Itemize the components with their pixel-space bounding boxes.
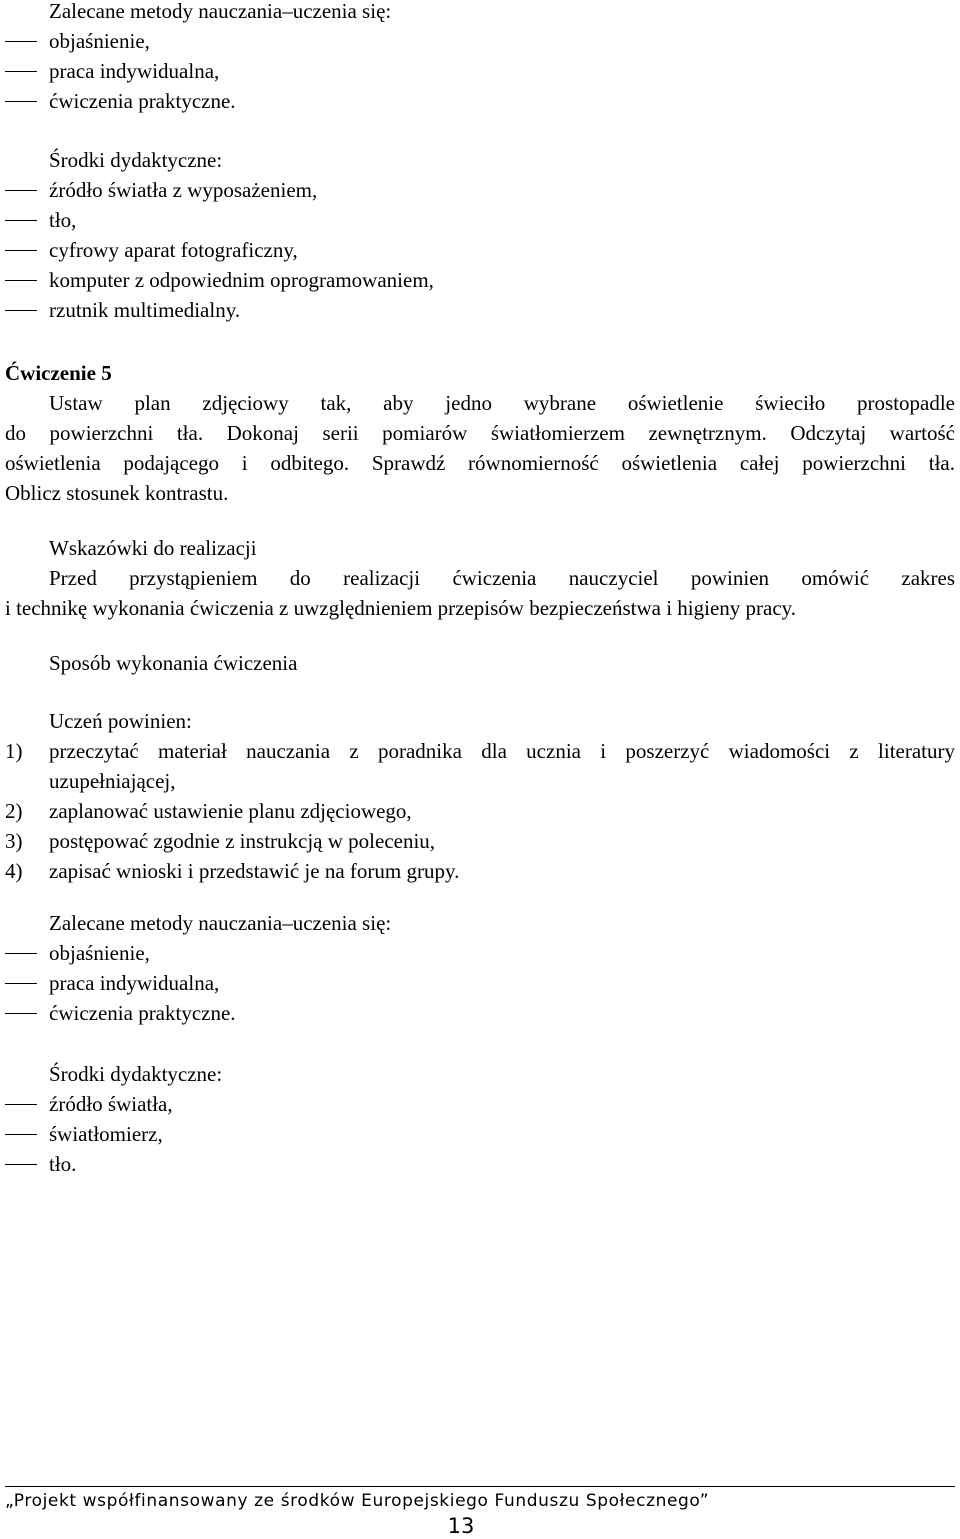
guidance-heading: Wskazówki do realizacji: [49, 536, 257, 560]
dash-bullet: [5, 1164, 37, 1165]
list-item: 4) zapisać wnioski i przedstawić je na forum grupy.: [5, 856, 955, 886]
dash-bullet: [5, 1134, 37, 1135]
guidance-section: [5, 533, 955, 623]
list-item: 2) zaplanować ustawienie planu zdjęciowego,: [5, 796, 955, 826]
dash-bullet: [5, 250, 37, 251]
list-item: komputer z odpowiednim oprogramowaniem,: [5, 265, 955, 295]
procedure-steps: [5, 706, 955, 886]
dash-bullet: [5, 280, 37, 281]
aids-heading: Środki dydaktyczne:: [49, 148, 223, 172]
dash-bullet: [5, 41, 37, 42]
list-item: praca indywidualna,: [5, 56, 955, 86]
exercise-text-line: Ustaw plan zdjęciowy tak, aby jedno wybrane oświetlenie świeciło prostopadle: [49, 391, 955, 415]
list-item: rzutnik multimedialny.: [5, 295, 955, 325]
procedure-intro: Uczeń powinien:: [49, 709, 192, 733]
methods-section-2: [5, 908, 955, 1028]
step-number: 4): [5, 859, 23, 883]
guidance-text-line: i technikę wykonania ćwiczenia z uwzględnieniem przepisów bezpieczeństwa i higieny pracy.: [5, 596, 797, 620]
exercise-section: [5, 358, 955, 508]
dash-bullet: [5, 983, 37, 984]
page-number: 13: [447, 1514, 475, 1538]
list-item: tło,: [5, 205, 955, 235]
list-item: objaśnienie,: [5, 938, 955, 968]
step-number: 2): [5, 799, 23, 823]
procedure-heading: Sposób wykonania ćwiczenia: [49, 651, 298, 675]
dash-bullet: [5, 310, 37, 311]
dash-bullet: [5, 71, 37, 72]
list-item: objaśnienie,: [5, 26, 955, 56]
list-item: tło.: [5, 1149, 955, 1179]
list-item: źródło światła z wyposażeniem,: [5, 175, 955, 205]
exercise-title: Ćwiczenie 5: [5, 361, 112, 385]
list-item: cyfrowy aparat fotograficzny,: [5, 235, 955, 265]
procedure-section: [5, 648, 955, 678]
exercise-text-line: do powierzchni tła. Dokonaj serii pomiarów światłomierzem zewnętrznym. Odczytaj wartość: [5, 421, 955, 445]
dash-bullet: [5, 220, 37, 221]
aids-section-2: [5, 1059, 955, 1179]
list-item: 3) postępować zgodnie z instrukcją w poleceniu,: [5, 826, 955, 856]
methods-heading: Zalecane metody nauczania–uczenia się:: [49, 0, 392, 23]
exercise-text-line: oświetlenia podającego i odbitego. Sprawdź równomierność oświetlenia całej powierzchni tła.: [5, 451, 955, 475]
footer-text: „Projekt współfinansowany ze środków Europejskiego Funduszu Społecznego”: [5, 1491, 710, 1511]
list-item: 1) przeczytać materiał nauczania z poradnika dla ucznia i poszerzyć wiadomości z literatury uzupełniającej,: [5, 736, 955, 796]
list-item: praca indywidualna,: [5, 968, 955, 998]
dash-bullet: [5, 1104, 37, 1105]
footer-divider: [5, 1486, 955, 1487]
dash-bullet: [5, 953, 37, 954]
methods-section-1: [5, 0, 955, 116]
aids-heading: Środki dydaktyczne:: [49, 1062, 223, 1086]
dash-bullet: [5, 1013, 37, 1014]
dash-bullet: [5, 101, 37, 102]
aids-section-1: [5, 145, 955, 325]
list-item: światłomierz,: [5, 1119, 955, 1149]
list-item: ćwiczenia praktyczne.: [5, 86, 955, 116]
exercise-text-line: Oblicz stosunek kontrastu.: [5, 481, 229, 505]
list-item: źródło światła,: [5, 1089, 955, 1119]
step-number: 3): [5, 829, 23, 853]
list-item: ćwiczenia praktyczne.: [5, 998, 955, 1028]
methods-heading: Zalecane metody nauczania–uczenia się:: [49, 911, 392, 935]
guidance-text-line: Przed przystąpieniem do realizacji ćwiczenia nauczyciel powinien omówić zakres: [49, 566, 955, 590]
dash-bullet: [5, 190, 37, 191]
step-number: 1): [5, 739, 23, 763]
